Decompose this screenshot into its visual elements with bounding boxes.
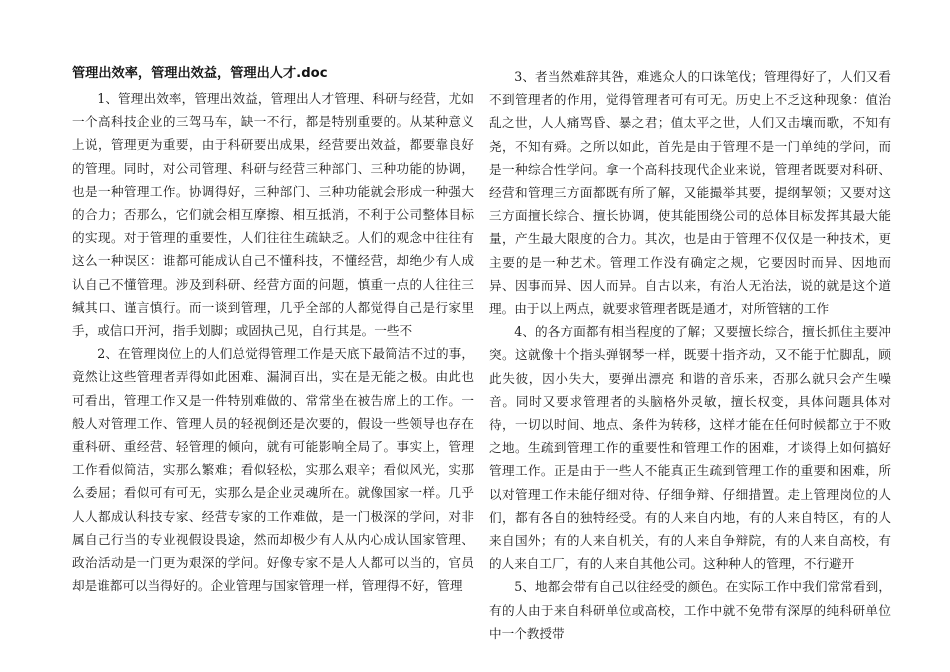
- paragraph-5: 5、地都会带有自己以往经受的颜色。在实际工作中我们常常看到，有的人由于来自科研单位或高校，工作中就不免带有深厚的纯科研单位中一个教授带: [489, 579, 891, 641]
- document-title: 管理出效率，管理出效益，管理出人才.doc: [72, 66, 328, 81]
- left-column: [72, 62, 474, 597]
- paragraph-2: 2、在管理岗位上的人们总觉得管理工作是天底下最简洁不过的事，竟然让这些管理者弄得如此困难、漏洞百出，实在是无能之极。由此也可看出，管理工作又是一件特别难做的、常常坐在被告席上的工作。一般人对管理工作、管理人员的轻视倒还是次要的，假设一些领导也存在重科研、重经营、轻管理的倾向，就有可能影响全局了。事实上，管理工作看似简洁，实那么繁难；看似轻松，实那么艰辛；看似风光，实那么委屈；看似可有可无，实那么是企业灵魂所在。就像国家一样。几乎人人都成认科技专家、经营专家的工作难做，是一门极深的学问，对非属自己行当的专业视假设畏途，然而却极少有人从内心成认国家管理、政治活动是一门更为艰深的学问。好像专家不是人人都可以当的，官员却是谁都可以当得好的。企业管理与国家管理一样，管理得不好，管理: [72, 346, 474, 594]
- right-column: [489, 65, 891, 645]
- paragraph-1: 1、管理出效率，管理出效益，管理出人才管理、科研与经营，尤如一个高科技企业的三驾马车，缺一不行，都是特别重要的。从某种意义上说，管理更为重要，由于科研要出成果，经营要出效益，都要靠良好的管理。同时，对公司管理、科研与经营三种部门、三种功能的协调，也是一种管理工作。协调得好，三种部门、三种功能就会形成一种强大的合力；否那么，它们就会相互摩擦、相互抵消，不利于公司整体目标的实现。对于管理的重要性，人们往往生疏缺乏。人们的观念中往往有这么一种误区：谁都可能成认自己不懂科技，不懂经营，却绝少有人成认自己不懂管理。涉及到科研、经营方面的问题，慎重一点的人往往三缄其口、谨言慎行。而一谈到管理，几乎全部的人都觉得自己是行家里手，或信口开河，指手划脚；或固执己见，自行其是。一些不: [72, 91, 474, 339]
- paragraph-3: 3、者当然难辞其咎，难逃众人的口诛笔伐；管理得好了，人们又看不到管理者的作用，觉得管理者可有可无。历史上不乏这种现象：值治乱之世，人人痛骂昏、暴之君；值太平之世，人们又击壤而歌，不知有尧，不知有舜。之所以如此，首先是由于管理不是一门单纯的学问，而是一种综合性学问。拿一个高科技现代企业来说，管理者既要对科研、经营和管理三方面都既有所了解，又能撮举其要，提纲挈领；又要对这三方面擅长综合、擅长协调，使其能围绕公司的总体目标发挥其最大能量，产生最大限度的合力。其次，也是由于管理不仅仅是一种技术，更主要的是一种艺术。管理工作没有确定之规，它要因时而异、因地而异、因事而异、因人而异。自古以来，有治人无治法，说的就是这个道理。由于以上两点，就要求管理者既是通才，对所管辖的工作: [489, 69, 891, 317]
- paragraph-4: 4、的各方面都有相当程度的了解；又要擅长综合，擅长抓住主要冲突。这就像十个指头弹钢琴一样，既要十指齐动，又不能于忙脚乱，顾此失彼，因小失大，要弹出漂亮 和谐的音乐来，否那么就只会产生噪音。同时又要求管理者的头脑格外灵敏，擅长权变，具体问题具体对待，一切以时间、地点、条件为转移，这样才能在任何时候都立于不败之地。生疏到管理工作的重要性和管理工作的困难，才谈得上如何搞好管理工作。正是由于一些人不能真正生疏到管理工作的重要和困难，所以对管理工作未能仔细对待、仔细争辩、仔细措置。走上管理岗位的人们，都有各自的独特经受。有的人来自内地，有的人来自特区，有的人来自国外；有的人来自机关，有的人来自争辩院，有的人来自高校，有的人来自工厂，有的人来自其他公司。这种种人的管理，不行避开: [489, 324, 891, 572]
